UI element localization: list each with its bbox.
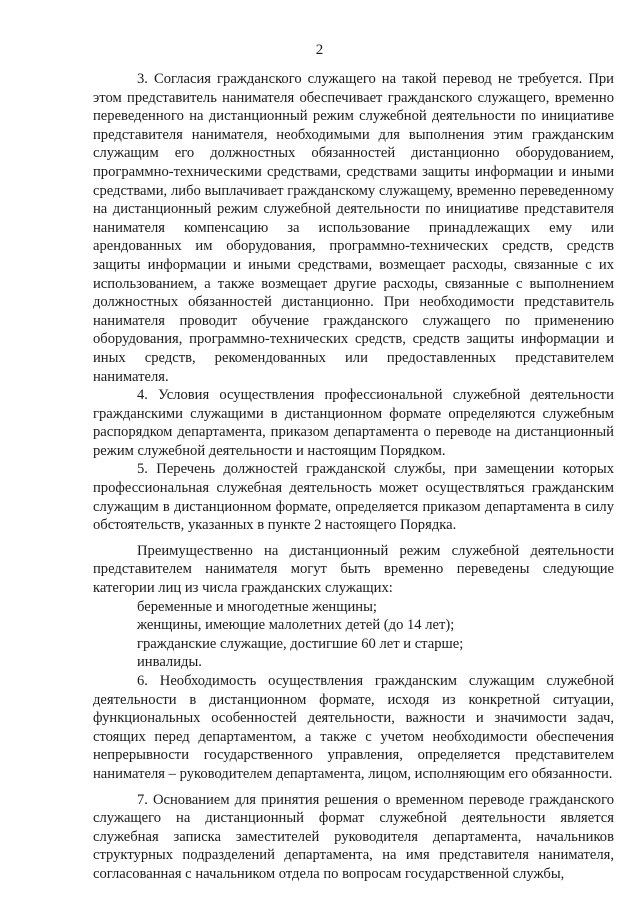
paragraph-4: 4. Условия осуществления профессиональной служебной деятельности гражданскими служащими в дистанционном формате определяются служебным распорядком департамента, приказом департамента о переводе на дистанционный режим служебной деятельности и настоящим Порядком.: [93, 387, 614, 459]
paragraph-7: 7. Основанием для принятия решения о временном переводе гражданского служащего на дистанционный формат служебной деятельности является служебная записка заместителей руководителя департамента, начальников структурных подразделений департамента, на имя представителя нанимателя, согласованная с начальником отдела по вопросам государственной службы,: [93, 791, 614, 882]
list-item: беременные и многодетные женщины;: [137, 598, 377, 615]
paragraph-3: 3. Согласия гражданского служащего на такой перевод не требуется. При этом представитель нанимателя обеспечивает гражданского служащего, временно переведенного на дистанционный режим служебной деятельности по инициативе представителя нанимателя, необходимыми для выполнения этим гражданским служащим его должностных обязанностей дистанционно оборудованием, программно-техническими средствами, средствами защиты информации и иными средствами, либо выплачивает гражданскому служащему, временно переведенному на дистанционный режим служебной деятельности по инициативе представителя нанимателя компенсацию за использование принадлежащих ему или арендованных им оборудования, программно-технических средств, средств защиты информации и иными средствами, возмещает расходы, связанные с их использованием, а также возмещает другие расходы, связанные с выполнением должностных обязанностей дистанционно. При необходимости представитель нанимателя проводит обучение гражданского служащего по применению оборудования, программно-технических средств, средств защиты информации и иных средств, рекомендованных или предоставленных представителем нанимателя.: [93, 71, 614, 385]
list-item: женщины, имеющие малолетних детей (до 14 лет);: [137, 617, 455, 634]
list-item: инвалиды.: [137, 654, 202, 671]
list-item: гражданские служащие, достигшие 60 лет и старше;: [137, 635, 464, 652]
category-list: [93, 598, 614, 672]
page-number: 2: [315, 42, 324, 58]
document-body: [93, 70, 614, 884]
paragraph-6: 6. Необходимость осуществления гражданским служащим служебной деятельности в дистанционном формате, исходя из конкретной ситуации, функциональных особенностей деятельности, важности и значимости задач, стоящих перед департаментом, а также с учетом необходимости обеспечения непрерывности государственного управления, определяется представителем нанимателя – руководителем департамента, лицом, исполняющим его обязанности.: [93, 673, 614, 782]
paragraph-categories-intro: Преимущественно на дистанционный режим служебной деятельности представителем нанимателя могут быть временно переведены следующие категории лиц из числа гражданских служащих:: [93, 542, 614, 597]
paragraph-5: 5. Перечень должностей гражданской службы, при замещении которых профессиональная служебная деятельность может осуществляться гражданским служащим в дистанционном формате, определяется приказом департамента в силу обстоятельств, указанных в пункте 2 настоящего Порядка.: [93, 461, 614, 534]
